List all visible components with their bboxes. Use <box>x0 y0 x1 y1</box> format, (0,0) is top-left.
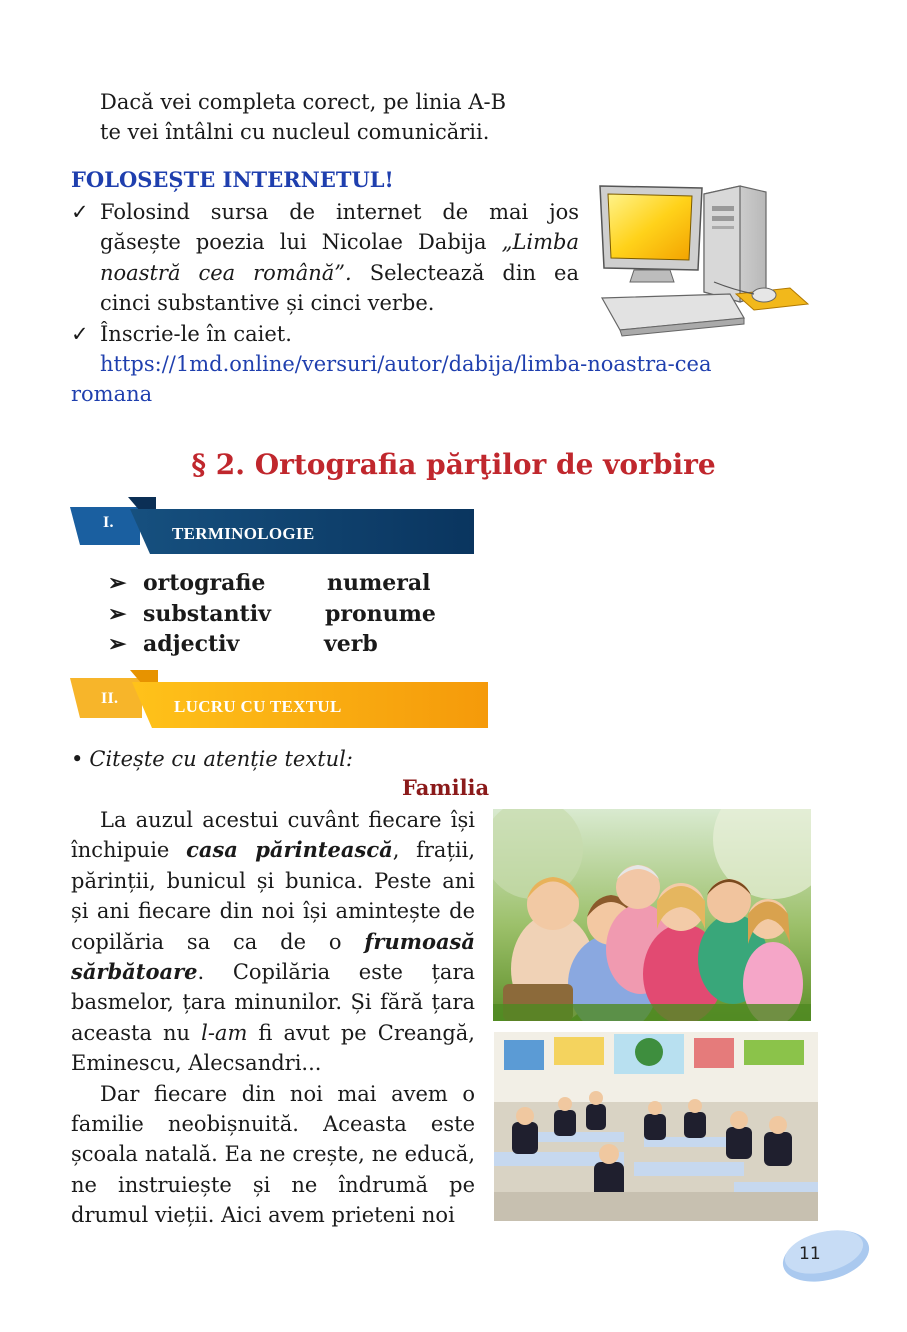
poem-link-line-2[interactable]: romana <box>71 382 153 407</box>
term: substantiv <box>143 600 271 627</box>
page-number-badge <box>778 1226 874 1282</box>
arrow-bullet-icon: ➢ <box>108 600 127 627</box>
text-work-number: II. <box>101 690 119 707</box>
terminology-number: I. <box>103 514 114 531</box>
story-text <box>71 805 475 1231</box>
poem-link[interactable] <box>71 349 811 410</box>
classroom-photo <box>494 1032 818 1221</box>
internet-heading: FOLOSEȘTE INTERNETUL! <box>71 167 394 192</box>
page-number: 11 <box>799 1244 821 1264</box>
story-title: Familia <box>402 775 490 800</box>
checkmark-icon: ✓ <box>71 200 89 224</box>
arrow-bullet-icon: ➢ <box>108 570 127 596</box>
story-paragraph-1: La auzul acestui cuvânt fiecare își închipuie casa părintească, frații, părinții, bunicul și bunica. Peste ani și ani fiecare din noi își amintește de copilăria sa ca de o frumoasă sărbătoare. Copilăria este țara basmelor, țara minunilor. Și fără țara aceasta nu l-am fi avut pe Creangă, Eminescu, Alecsandri... <box>71 808 475 1076</box>
section-title: § 2. Ortografia părţilor de vorbire <box>191 448 716 481</box>
reading-instruction-text: Citește cu atenție textul: <box>89 747 353 771</box>
internet-task-2 <box>71 319 579 349</box>
story-paragraph-2: Dar fiecare din noi mai avem o familie neobișnuită. Aceasta este școala natală. Ea ne crește, ne educă, ne instruiește și ne îndrumă pe drumul vieții. Aici avem prieteni noi <box>71 1081 475 1228</box>
desktop-computer-icon <box>594 182 810 338</box>
term: ortografie <box>143 570 266 596</box>
terminology-banner <box>70 497 474 555</box>
arrow-bullet-icon: ➢ <box>108 631 127 657</box>
poem-link-line-1[interactable]: https://1md.online/versuri/autor/dabija/limba-noastra-cea <box>100 352 712 376</box>
text-work-label: LUCRU CU TEXTUL <box>174 697 342 716</box>
intro-text <box>100 87 620 148</box>
terminology-label: TERMINOLOGIE <box>172 524 315 543</box>
reading-instruction <box>71 744 353 774</box>
internet-task-1-text: Folosind sursa de internet de mai jos găsește poezia lui Nicolae Dabija „Limba noastră cea română”. Selectează din ea cinci substantive și cinci verbe. <box>100 200 579 316</box>
family-photo <box>493 809 811 1021</box>
term: adjectiv <box>143 631 240 657</box>
text-work-banner <box>70 670 488 730</box>
bullet-icon: • <box>71 747 84 771</box>
internet-task-1 <box>71 197 579 319</box>
checkmark-icon: ✓ <box>71 322 89 346</box>
term: pronume <box>325 600 436 627</box>
internet-task-2-text: Înscrie-le în caiet. <box>100 322 292 346</box>
term: verb <box>324 631 378 657</box>
term: numeral <box>327 570 431 596</box>
intro-line-1: Dacă vei completa corect, pe linia A-B <box>100 90 507 114</box>
intro-line-2: te vei întâlni cu nucleul comunicării. <box>100 120 490 145</box>
